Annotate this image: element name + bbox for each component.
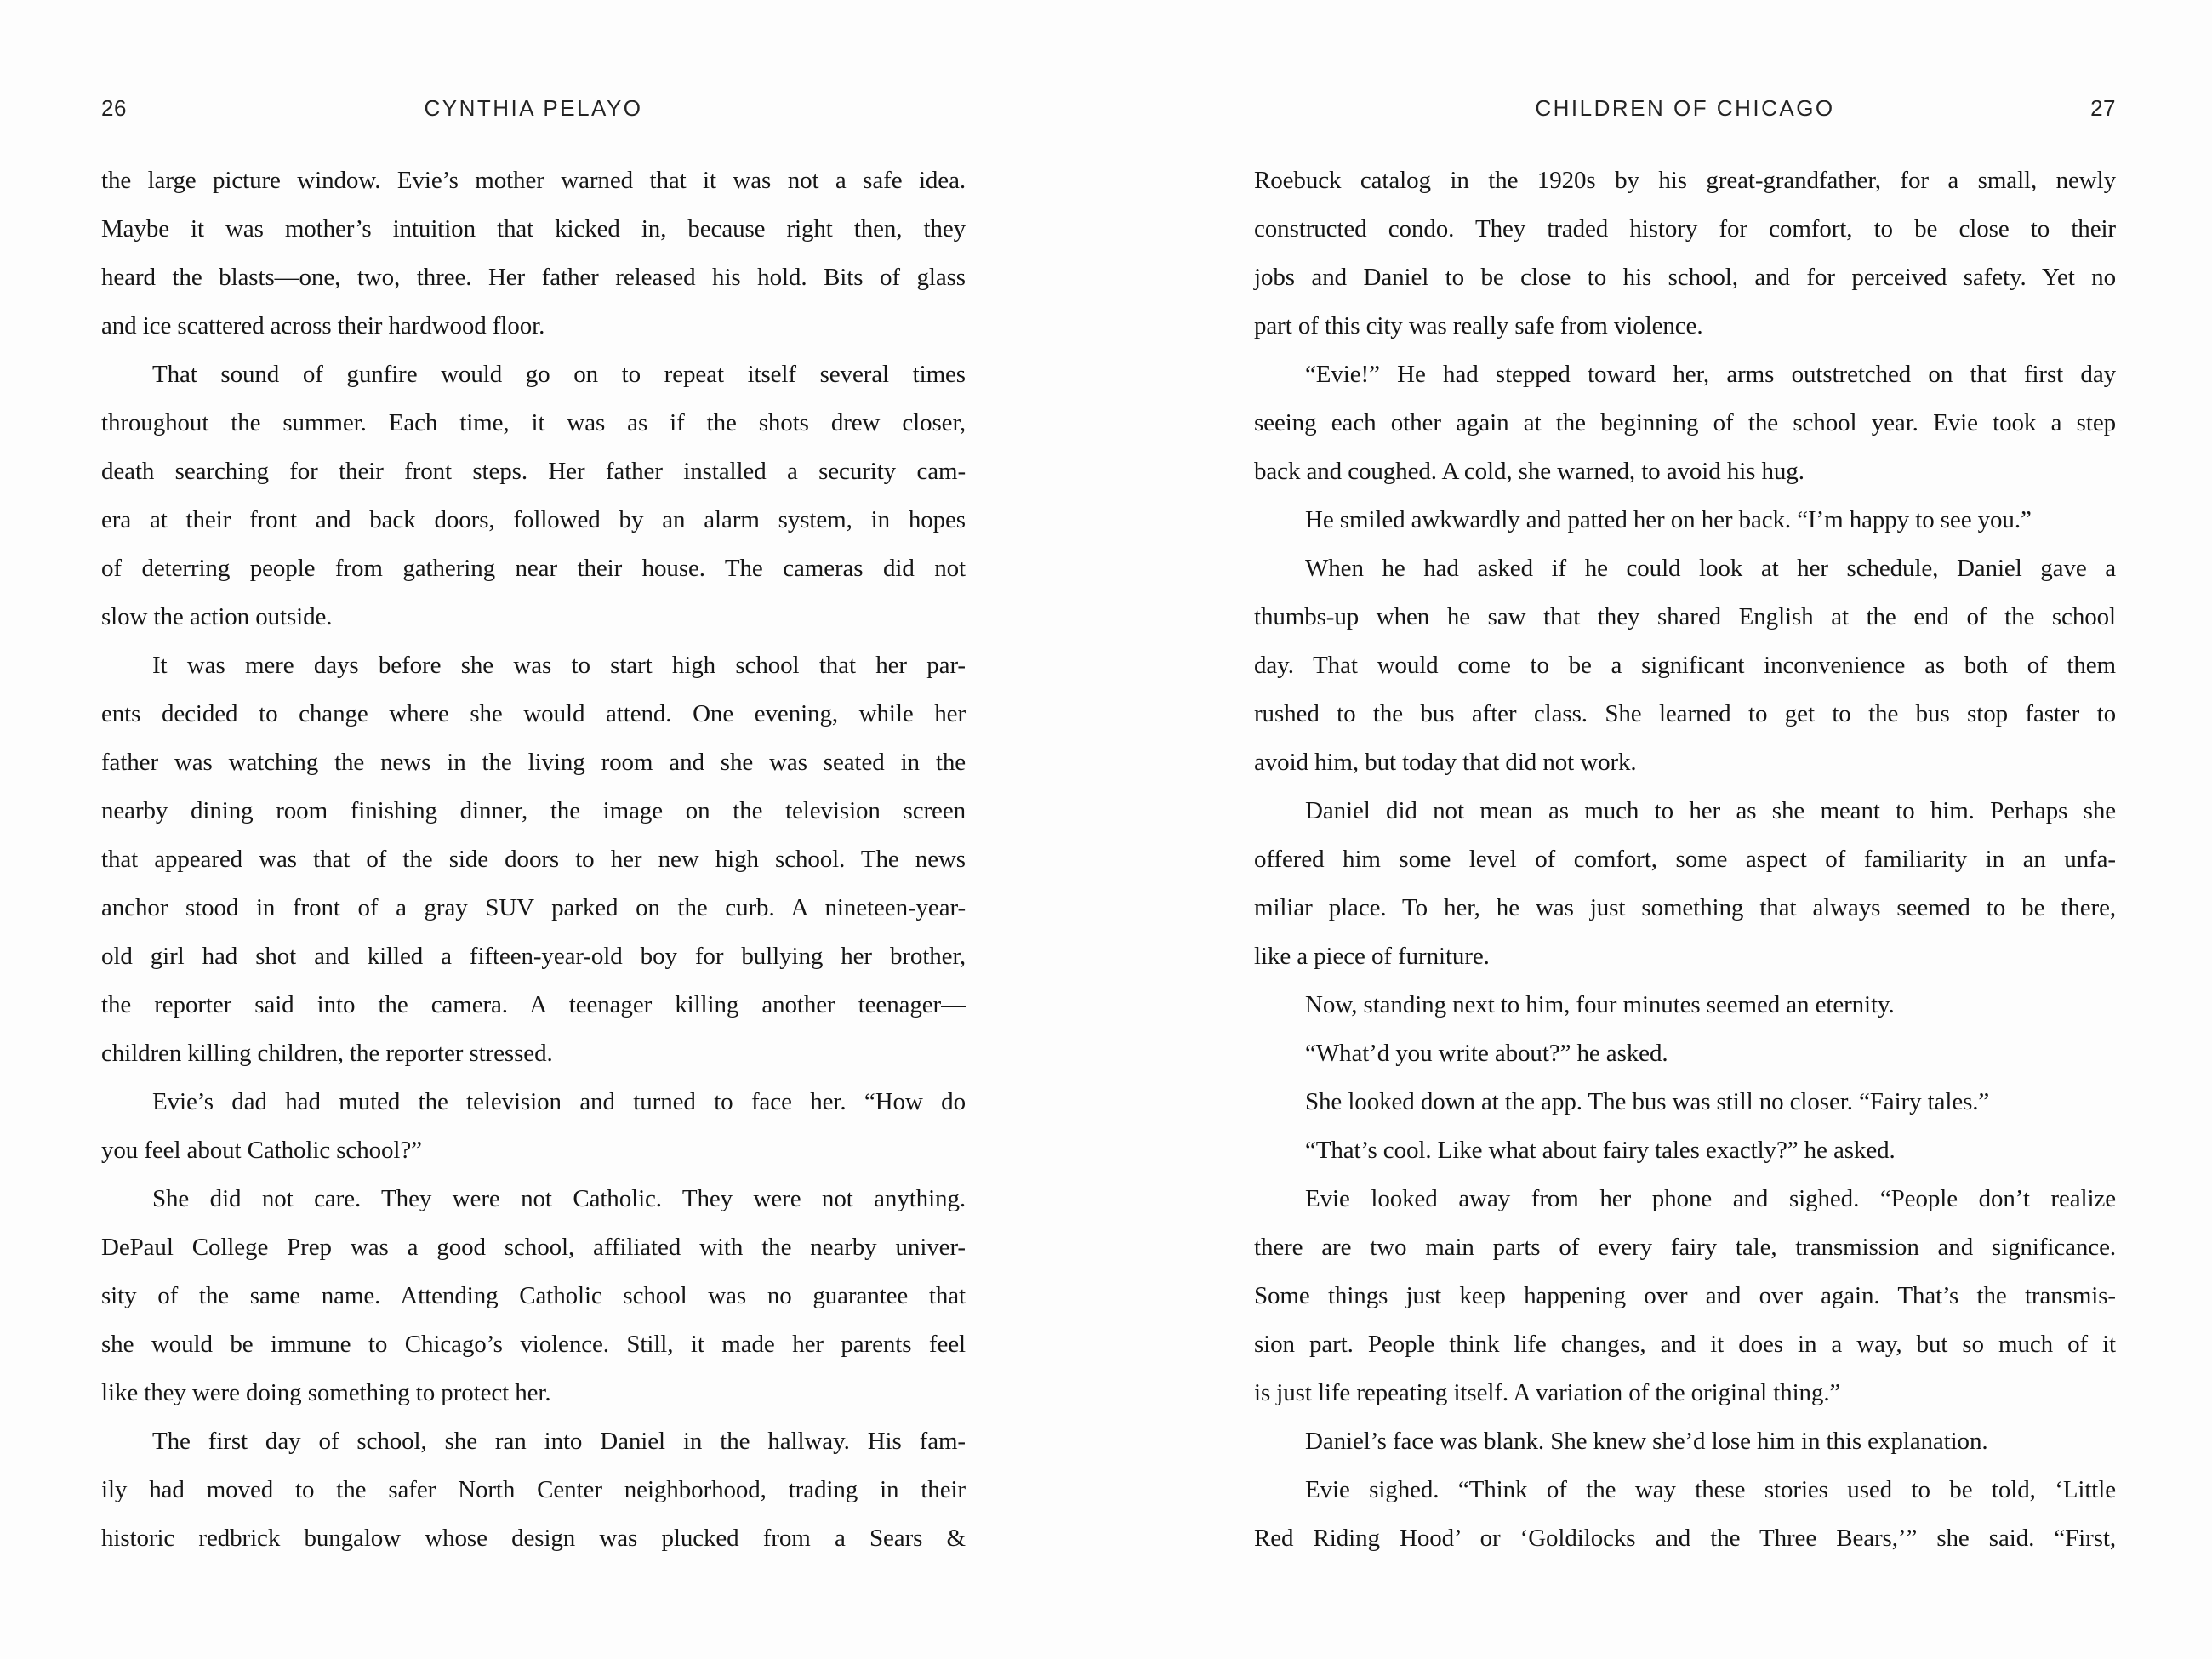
body-text-line: Maybe it was mother’s intuition that kicked in, because right then, they [101,215,966,242]
body-text-line: Daniel’s face was blank. She knew she’d lose him in this explanation. [1305,1428,1988,1455]
body-text-line: Daniel did not mean as much to her as she meant to him. Perhaps she [1305,797,2116,824]
body-text-line: Now, standing next to him, four minutes seemed an eternity. [1305,991,1895,1018]
body-text-line: that appeared was that of the side doors to her new high school. The news [101,846,966,873]
left-page-header [101,95,966,124]
body-text-line: historic redbrick bungalow whose design was plucked from a Sears & [101,1525,966,1552]
body-text-line: ents decided to change where she would attend. One evening, while her [101,700,966,727]
body-text-line: and ice scattered across their hardwood floor. [101,312,545,339]
right-page-body-text [1254,157,2116,1563]
body-text-line: throughout the summer. Each time, it was as if the shots drew closer, [101,409,966,436]
body-text-line: slow the action outside. [101,603,333,630]
body-text-line: That sound of gunfire would go on to repeat itself several times [152,361,966,388]
body-text-line: children killing children, the reporter stressed. [101,1040,553,1067]
body-text-line: Evie’s dad had muted the television and turned to face her. “How do [152,1088,966,1115]
body-text-line: “That’s cool. Like what about fairy tales exactly?” he asked. [1305,1137,1896,1164]
body-text-line: back and coughed. A cold, she warned, to avoid his hug. [1254,458,1804,485]
body-text-line: like they were doing something to protect her. [101,1379,551,1406]
body-text-line: constructed condo. They traded history for comfort, to be close to their [1254,215,2116,242]
left-page-body-text [101,157,966,1563]
body-text-line: Evie sighed. “Think of the way these stories used to be told, ‘Little [1305,1476,2116,1503]
body-text-line: the large picture window. Evie’s mother warned that it was not a safe idea. [101,167,966,194]
body-text-line: ily had moved to the safer North Center neighborhood, trading in their [101,1476,966,1503]
body-text-line: she would be immune to Chicago’s violence. Still, it made her parents feel [101,1331,966,1358]
body-text-line: Evie looked away from her phone and sighed. “People don’t realize [1305,1185,2116,1212]
page-number: 27 [2090,95,2116,121]
running-head-author: CYNTHIA PELAYO [424,95,643,121]
body-text-line: era at their front and back doors, followed by an alarm system, in hopes [101,506,966,533]
body-text-line: heard the blasts—one, two, three. Her father released his hold. Bits of glass [101,264,966,291]
body-text-line: It was mere days before she was to start high school that her par- [152,652,966,679]
body-text-line: “What’d you write about?” he asked. [1305,1040,1668,1067]
body-text-line: seeing each other again at the beginning of the school year. Evie took a step [1254,409,2116,436]
body-text-line: nearby dining room finishing dinner, the image on the television screen [101,797,966,824]
body-text-line: old girl had shot and killed a fifteen-year-old boy for bullying her brother, [101,943,966,970]
body-text-line: father was watching the news in the living room and she was seated in the [101,749,966,776]
body-text-line: avoid him, but today that did not work. [1254,749,1637,776]
body-text-line: offered him some level of comfort, some aspect of familiarity in an unfa- [1254,846,2116,873]
body-text-line: He smiled awkwardly and patted her on her back. “I’m happy to see you.” [1305,506,2032,533]
body-text-line: She looked down at the app. The bus was still no closer. “Fairy tales.” [1305,1088,1990,1115]
body-text-line: death searching for their front steps. Her father installed a security cam- [101,458,966,485]
body-text-line: of deterring people from gathering near their house. The cameras did not [101,555,966,582]
body-text-line: anchor stood in front of a gray SUV parked on the curb. A nineteen-year- [101,894,966,921]
body-text-line: there are two main parts of every fairy tale, transmission and significance. [1254,1234,2116,1261]
body-text-line: DePaul College Prep was a good school, affiliated with the nearby univer- [101,1234,966,1261]
body-text-line: part of this city was really safe from violence. [1254,312,1703,339]
body-text-line: jobs and Daniel to be close to his school, and for perceived safety. Yet no [1254,264,2116,291]
body-text-line: Some things just keep happening over and over again. That’s the transmis- [1254,1282,2116,1309]
body-text-line: sity of the same name. Attending Catholic school was no guarantee that [101,1282,966,1309]
body-text-line: thumbs-up when he saw that they shared English at the end of the school [1254,603,2116,630]
right-page [1106,0,2212,1659]
running-head-book-title: CHILDREN OF CHICAGO [1535,95,1835,121]
body-text-line: day. That would come to be a significant inconvenience as both of them [1254,652,2116,679]
body-text-line: like a piece of furniture. [1254,943,1490,970]
body-text-line: you feel about Catholic school?” [101,1137,422,1164]
body-text-line: Roebuck catalog in the 1920s by his great-grandfather, for a small, newly [1254,167,2116,194]
body-text-line: She did not care. They were not Catholic. They were not anything. [152,1185,966,1212]
body-text-line: the reporter said into the camera. A teenager killing another teenager— [101,991,966,1018]
body-text-line: Red Riding Hood’ or ‘Goldilocks and the Three Bears,’” she said. “First, [1254,1525,2116,1552]
body-text-line: When he had asked if he could look at her schedule, Daniel gave a [1305,555,2116,582]
right-page-header [1254,95,2116,124]
body-text-line: The first day of school, she ran into Daniel in the hallway. His fam- [152,1428,966,1455]
body-text-line: “Evie!” He had stepped toward her, arms outstretched on that first day [1305,361,2116,388]
body-text-line: sion part. People think life changes, and it does in a way, but so much of it [1254,1331,2116,1358]
page-number: 26 [101,95,127,121]
body-text-line: is just life repeating itself. A variation of the original thing.” [1254,1379,1841,1406]
body-text-line: miliar place. To her, he was just something that always seemed to be there, [1254,894,2116,921]
body-text-line: rushed to the bus after class. She learned to get to the bus stop faster to [1254,700,2116,727]
